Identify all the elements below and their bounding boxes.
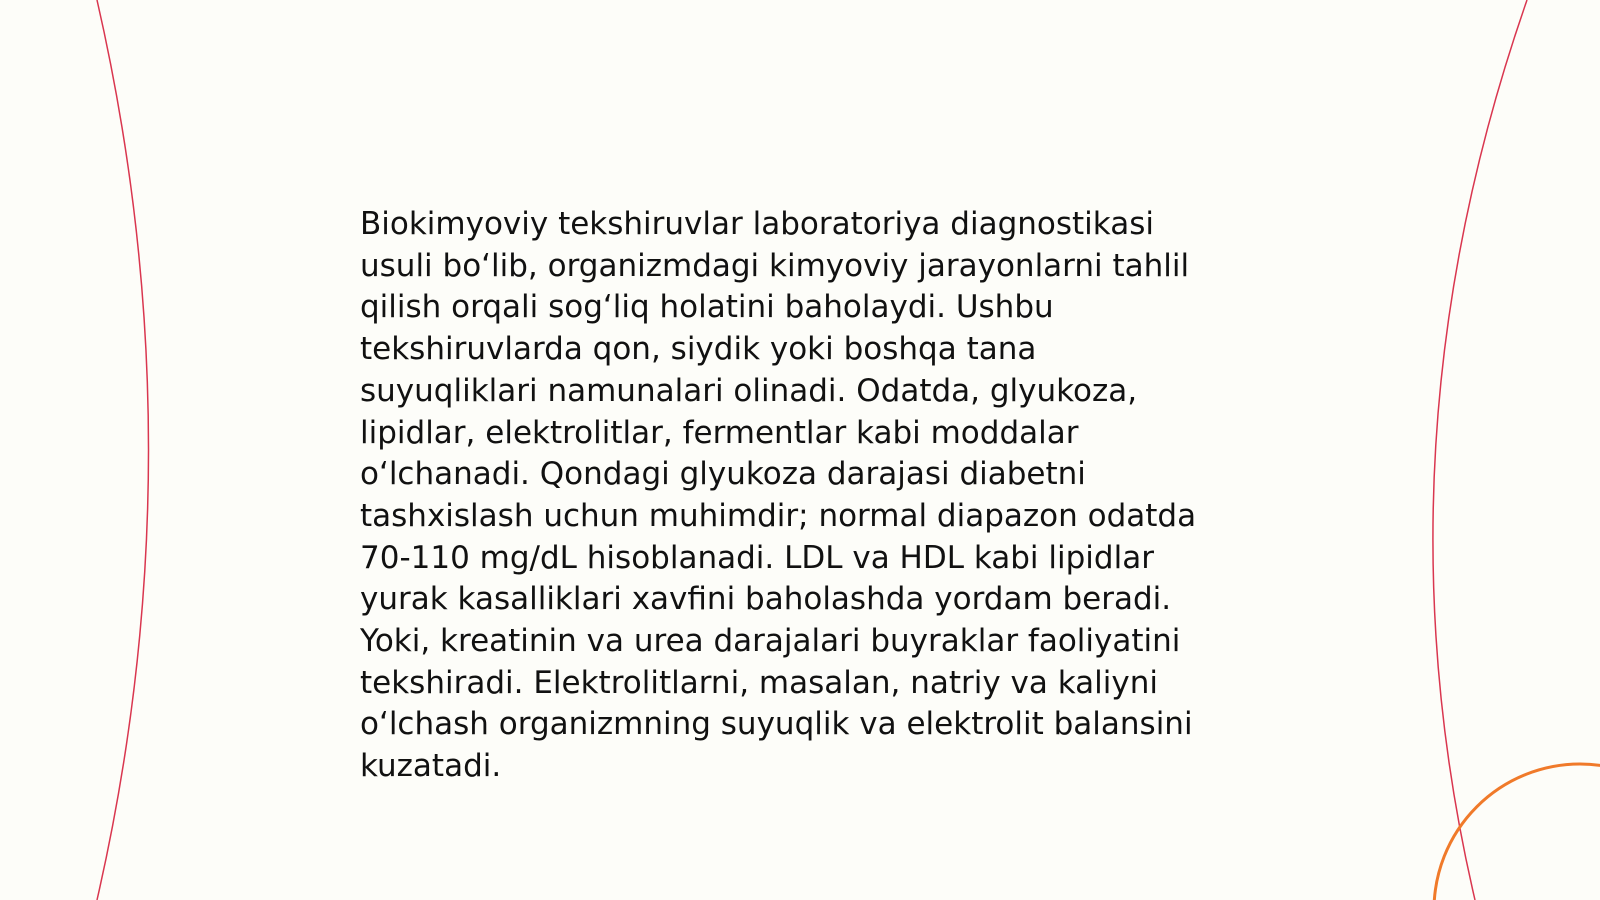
left-arc — [97, 0, 149, 900]
right-arc — [1433, 0, 1527, 900]
orange-circle-arc — [1434, 764, 1600, 900]
body-paragraph: Biokimyoviy tekshiruvlar laboratoriya diagnostikasi usuli bo‘lib, organizmdagi kimyoviy jarayonlarni tahlil qilish orqali sog‘liq holatini baholaydi. Ushbu tekshiruvlarda qon, siydik yoki boshqa tana suyuqliklari namunalari olinadi. Odatda, glyukoza, lipidlar, elektrolitlar, fermentlar kabi moddalar o‘lchanadi. Qondagi glyukoza darajasi diabetni tashxislash uchun muhimdir; normal diapazon odatda 70-110 mg/dL hisoblanadi. LDL va HDL kabi lipidlar yurak kasalliklari xavfini baholashda yordam beradi. Yoki, kreatinin va urea darajalari buyraklar faoliyatini tekshiradi. Elektrolitlarni, masalan, natriy va kaliyni o‘lchash organizmning suyuqlik va elektrolit balansini kuzatadi. — [360, 206, 1197, 785]
